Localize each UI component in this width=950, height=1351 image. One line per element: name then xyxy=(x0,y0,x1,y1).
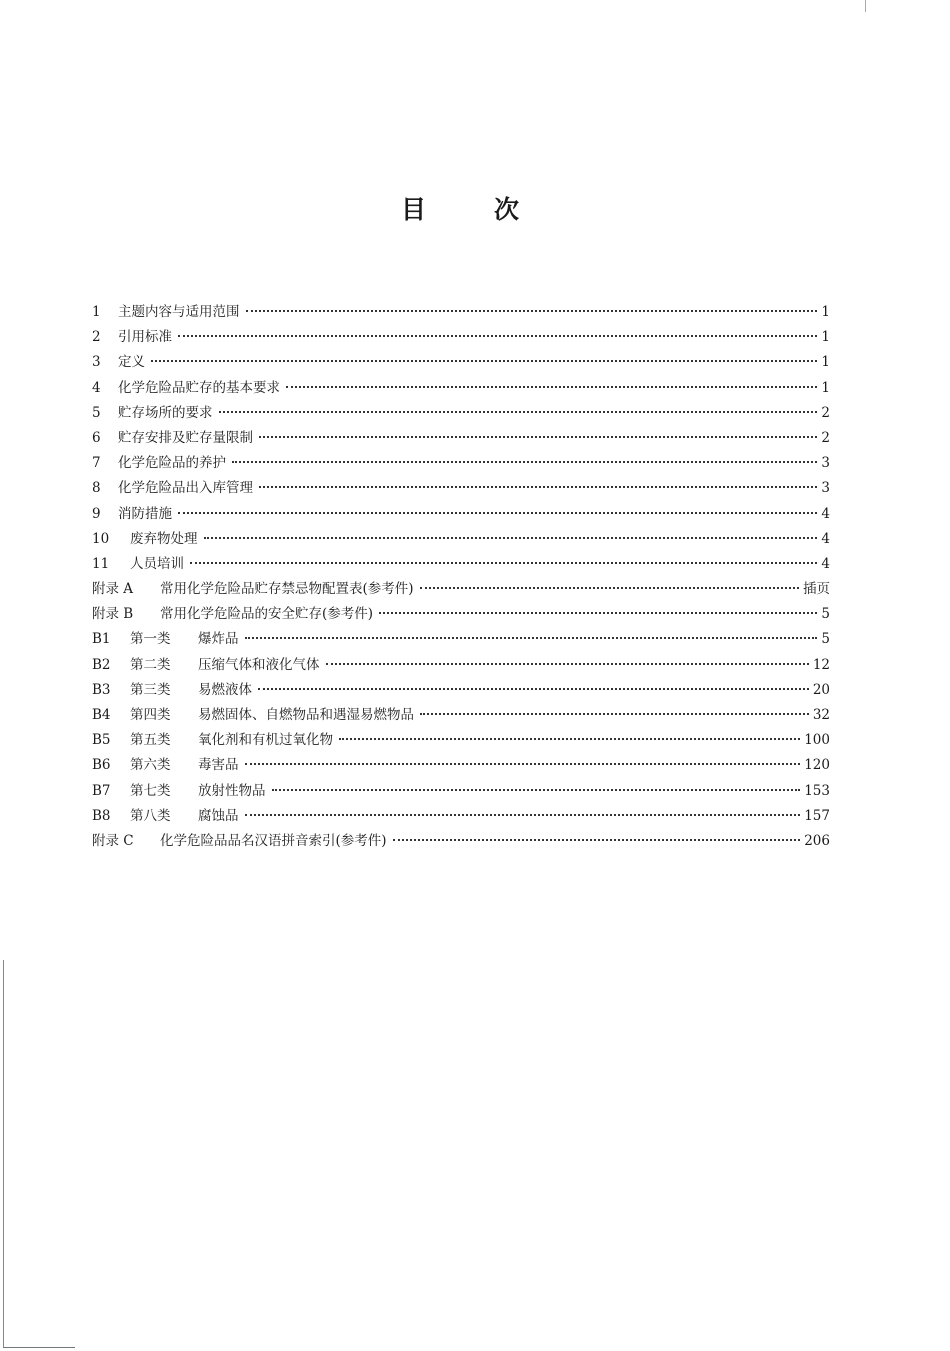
toc-entry-title: 放射性物品 xyxy=(198,782,266,799)
toc-dot-leader xyxy=(178,335,817,337)
toc-entry-number: B7 xyxy=(92,782,111,799)
toc-entry-page: 1 xyxy=(821,329,830,346)
page-title: 目次 xyxy=(400,195,587,224)
toc-entry-page: 1 xyxy=(821,354,830,371)
toc-entry-number: B1 xyxy=(92,631,111,648)
toc-entry[interactable] xyxy=(92,350,830,375)
toc-dot-leader xyxy=(339,738,800,740)
toc-entry-number: B8 xyxy=(92,807,111,824)
toc-entry-page: 2 xyxy=(821,429,830,446)
toc-entry-title: 易燃液体 xyxy=(198,681,252,698)
toc-entry-page: 153 xyxy=(804,782,830,799)
toc-entry-page: 3 xyxy=(821,455,830,472)
toc-entry[interactable] xyxy=(92,401,830,426)
toc-entry-category: 第一类 xyxy=(130,631,171,648)
toc-entry-title: 化学危险品出入库管理 xyxy=(118,480,253,497)
toc-entry-title: 定义 xyxy=(118,354,145,371)
toc-entry-subsection[interactable] xyxy=(92,804,830,829)
toc-entry-page: 32 xyxy=(812,707,830,723)
toc-dot-leader xyxy=(204,537,818,539)
toc-entry-title: 废弃物处理 xyxy=(130,530,198,547)
toc-entry-number: B6 xyxy=(92,757,111,774)
toc-entry-title: 压缩气体和液化气体 xyxy=(198,656,320,673)
toc-dot-leader xyxy=(272,789,801,791)
toc-entry-title: 化学危险品的养护 xyxy=(118,455,226,472)
toc-entry[interactable] xyxy=(92,376,830,401)
toc-entry[interactable] xyxy=(92,552,830,577)
toc-entry-page: 4 xyxy=(821,505,830,522)
toc-dot-leader xyxy=(379,612,817,614)
toc-entry-title: 毒害品 xyxy=(198,757,239,774)
toc-entry[interactable] xyxy=(92,426,830,451)
scan-edge-mark xyxy=(865,0,866,12)
toc-entry-title: 人员培训 xyxy=(130,555,184,572)
toc-entry[interactable] xyxy=(92,527,830,552)
toc-entry[interactable] xyxy=(92,300,830,325)
toc-entry-number: 7 xyxy=(92,455,101,472)
toc-entry-category: 第四类 xyxy=(130,707,171,723)
toc-entry-category: 第三类 xyxy=(130,681,171,698)
toc-entry-page: 206 xyxy=(804,832,830,849)
toc-entry-number: 附录 A xyxy=(92,581,134,598)
toc-entry-appendix[interactable] xyxy=(92,577,830,602)
toc-entry[interactable] xyxy=(92,451,830,476)
toc-entry-page: 2 xyxy=(821,404,830,421)
toc-dot-leader xyxy=(286,386,817,388)
toc-entry-page: 100 xyxy=(804,732,830,749)
toc-entry-title: 氧化剂和有机过氧化物 xyxy=(198,732,333,749)
toc-entry-title: 主题内容与适用范围 xyxy=(118,304,240,320)
toc-entry-appendix[interactable] xyxy=(92,602,830,627)
toc-entry-number: 8 xyxy=(92,480,101,497)
toc-entry-subsection[interactable] xyxy=(92,753,830,778)
toc-dot-leader xyxy=(258,688,809,690)
scan-edge-foot xyxy=(3,1347,75,1348)
toc-entry-number: 2 xyxy=(92,329,101,346)
toc-entry-title: 消防措施 xyxy=(118,505,172,522)
toc-entry-category: 第七类 xyxy=(130,782,171,799)
toc-entry-subsection[interactable] xyxy=(92,703,830,728)
toc-entry-number: 附录 B xyxy=(92,606,134,623)
toc-dot-leader xyxy=(190,562,817,564)
toc-entry-title: 常用化学危险品的安全贮存(参考件) xyxy=(160,606,374,623)
toc-entry-page: 5 xyxy=(821,606,830,623)
toc-entry-number: 9 xyxy=(92,505,101,522)
toc-entry-title: 贮存安排及贮存量限制 xyxy=(118,429,253,446)
scan-edge-line xyxy=(3,960,4,1348)
toc-entry-appendix[interactable] xyxy=(92,829,830,854)
toc-entry-number: 4 xyxy=(92,379,101,396)
toc-entry-title: 常用化学危险品贮存禁忌物配置表(参考件) xyxy=(160,581,414,598)
toc-entry-number: B3 xyxy=(92,681,111,698)
toc-entry-title: 易燃固体、自燃物品和遇湿易燃物品 xyxy=(198,707,414,723)
toc-entry-number: 11 xyxy=(92,555,110,572)
toc-entry-category: 第八类 xyxy=(130,807,171,824)
toc-entry-page: 157 xyxy=(804,807,830,824)
toc-entry-number: 5 xyxy=(92,404,101,421)
toc-entry-subsection[interactable] xyxy=(92,678,830,703)
toc-entry-number: 3 xyxy=(92,354,101,371)
toc-entry-number: 6 xyxy=(92,429,101,446)
toc-dot-leader xyxy=(178,512,817,514)
toc-dot-leader xyxy=(246,310,818,312)
toc-entry-number: 10 xyxy=(92,530,110,547)
toc-entry-category: 第二类 xyxy=(130,656,171,673)
toc-dot-leader xyxy=(393,839,801,841)
toc-dot-leader xyxy=(245,637,818,639)
toc-dot-leader xyxy=(232,461,817,463)
toc-entry-page: 3 xyxy=(821,480,830,497)
toc-entry-title: 贮存场所的要求 xyxy=(118,404,213,421)
toc-dot-leader xyxy=(259,486,817,488)
toc-dot-leader xyxy=(219,411,818,413)
toc-dot-leader xyxy=(326,663,809,665)
toc-entry-page: 1 xyxy=(821,379,830,396)
toc-entry[interactable] xyxy=(92,502,830,527)
toc-entry-title: 化学危险品品名汉语拼音索引(参考件) xyxy=(160,832,387,849)
toc-entry-page: 4 xyxy=(821,555,830,572)
toc-entry-number: 1 xyxy=(92,304,101,320)
toc-entry-page: 1 xyxy=(821,304,830,320)
toc-entry-number: B2 xyxy=(92,656,111,673)
toc-entry-title: 爆炸品 xyxy=(198,631,239,648)
toc-entry-category: 第五类 xyxy=(130,732,171,749)
toc-entry-page: 12 xyxy=(812,656,830,673)
toc-entry-page: 4 xyxy=(821,530,830,547)
toc-entry-subsection[interactable] xyxy=(92,627,830,652)
toc-entry-page: 插页 xyxy=(803,581,830,598)
toc-dot-leader xyxy=(151,360,817,362)
toc-entry-subsection[interactable] xyxy=(92,728,830,753)
table-of-contents xyxy=(92,300,830,854)
toc-entry-subsection[interactable] xyxy=(92,779,830,804)
toc-dot-leader xyxy=(245,763,801,765)
toc-entry-subsection[interactable] xyxy=(92,653,830,678)
toc-entry-title: 化学危险品贮存的基本要求 xyxy=(118,379,280,396)
toc-entry-number: B5 xyxy=(92,732,111,749)
toc-entry[interactable] xyxy=(92,325,830,350)
toc-entry-number: 附录 C xyxy=(92,832,134,849)
toc-entry-category: 第六类 xyxy=(130,757,171,774)
toc-entry-number: B4 xyxy=(92,707,111,723)
toc-entry-page: 5 xyxy=(821,631,830,648)
toc-dot-leader xyxy=(259,436,817,438)
toc-entry-title: 引用标准 xyxy=(118,329,172,346)
toc-entry-page: 120 xyxy=(804,757,830,774)
toc-dot-leader xyxy=(420,713,809,715)
toc-entry[interactable] xyxy=(92,476,830,501)
toc-entry-page: 20 xyxy=(812,681,830,698)
toc-dot-leader xyxy=(420,587,799,589)
toc-entry-title: 腐蚀品 xyxy=(198,807,239,824)
toc-dot-leader xyxy=(245,814,801,816)
